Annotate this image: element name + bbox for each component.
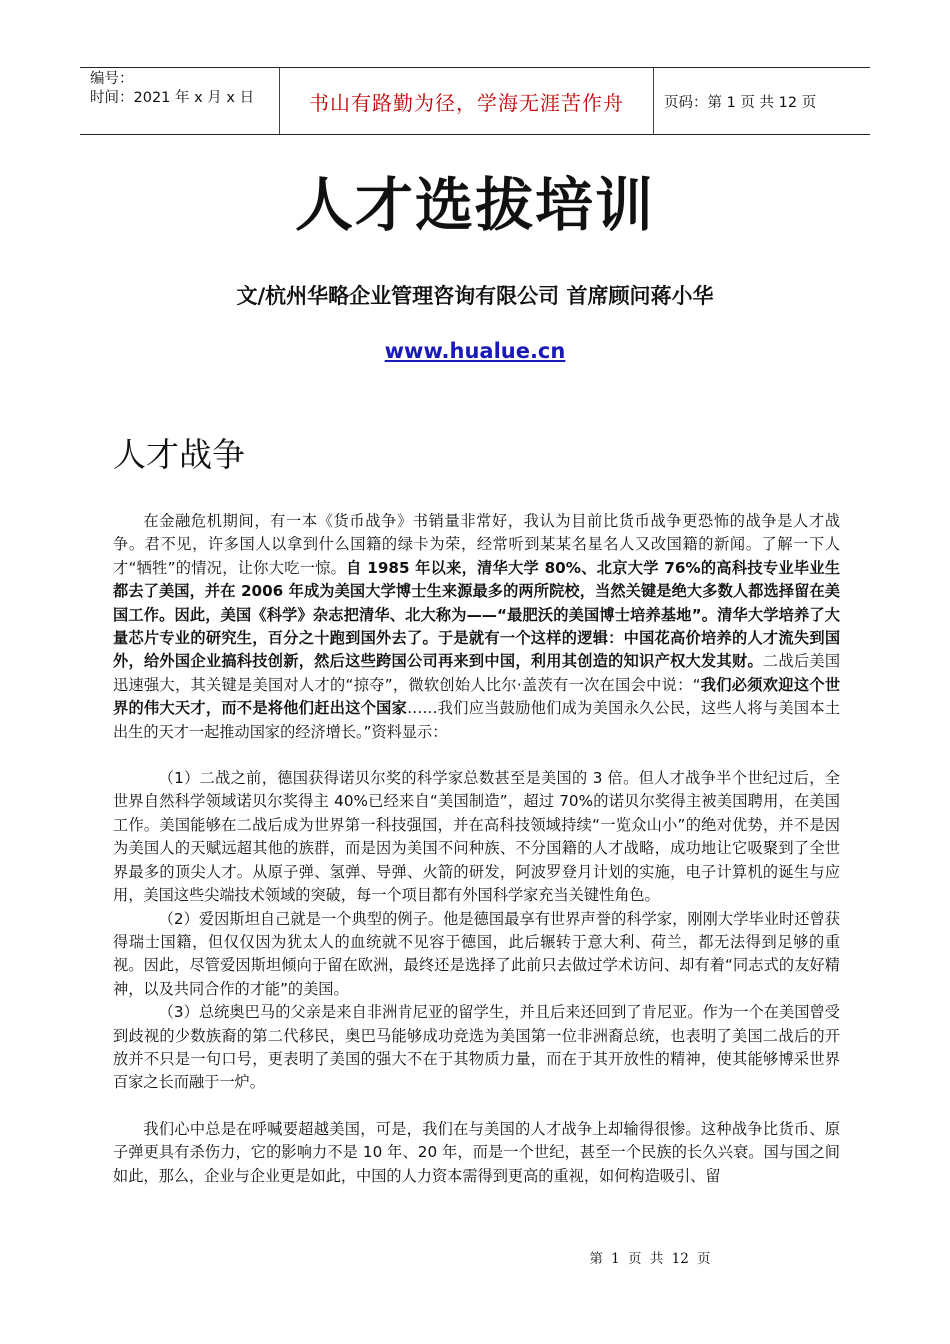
paragraph-1-text-c: ……我们应当鼓励他们成为美国永久公民，这些人将与美国本土出生的天才一起推动国家的经济增长。”资料显示： — [113, 699, 841, 741]
website-link[interactable]: www.hualue.cn — [384, 339, 566, 363]
paragraph-1-text-a: 在金融危机期间，有一本《货币战争》书销量非常好，我认为目前比货币战争更恐怖的战争是人才战争。君不见，许多国人以拿到什么国籍的绿卡为荣，经常听到某某名星名人又改国籍的新闻。了解一下人才“牺牲”的情况，让你大吃一惊。 — [113, 512, 840, 577]
paragraph-1-bold-a: 自 1985 年以来，清华大学 80%、北京大学 76%的高科技专业毕业生都去了美国，并在 2006 年成为美国大学博士生来源最多的两所院校，当然关键是绝大多数人都选择留在美国工作。因此，美国《科学》杂志把清华、北大称为——“最肥沃的美国博士培养基地”。清华大学培养了大量芯片专业的研究生，百分之十跑到国外去了。于是就有一个这样的逻辑：中国花高价培养的人才流失到国外，给外国企业搞科技创新，然后这些跨国公司再来到中国，利用其创造的知识产权大发其财。 — [113, 558, 841, 671]
paragraph-gap — [113, 1095, 840, 1118]
paragraph-1-bold-b: 我们必须欢迎这个世界的伟大天才，而不是将他们赶出这个国家 — [113, 675, 841, 718]
page-footer: 第 1 页 共 12 页 — [589, 1251, 711, 1267]
body-text — [113, 510, 840, 1188]
number-label: 编号： — [90, 71, 134, 87]
header-meta — [80, 68, 280, 134]
paragraph-4: （3）总统奥巴马的父亲是来自非洲肯尼亚的留学生，并且后来还回到了肯尼亚。作为一个在美国曾受到歧视的少数族裔的第二代移民，奥巴马能够成功竞选为美国第一位非洲裔总统，也表明了美国二战后的开放并不只是一句口号，更表明了美国的强大不在于其物质力量，而在于其开放性的精神，使其能够博采世界百家之长而融于一炉。 — [113, 1003, 840, 1092]
paragraph-1 — [113, 510, 840, 744]
time-label: 时间：2021 年 x 月 x 日 — [90, 90, 255, 106]
document-title: 人才选拔培训 — [294, 171, 655, 239]
paragraph-2: （1）二战之前，德国获得诺贝尔奖的科学家总数甚至是美国的 3 倍。但人才战争半个世纪过后，全世界自然科学领域诺贝尔奖得主 40%已经来自“美国制造”，超过 70%的诺贝尔奖得主被美国聘用，在美国工作。美国能够在二战后成为世界第一科技强国，并在高科技领域持续“一览众山小”的绝对优势，并不是因为美国人的天赋远超其他的族群，而是因为美国不问种族、不分国籍的人才战略，成功地让它吸聚到了全世界最多的顶尖人才。从原子弹、氢弹、导弹、火箭的研发，阿波罗登月计划的实施，电子计算机的诞生与应用，美国这些尖端技术领域的突破，每一个项目都有外国科学家充当关键性角色。 — [113, 769, 840, 905]
website-link-wrapper — [0, 336, 950, 366]
paragraph-3: （2）爱因斯坦自己就是一个典型的例子。他是德国最享有世界声誉的科学家，刚刚大学毕业时还曾获得瑞士国籍，但仅仅因为犹太人的血统就不见容于德国，此后辗转于意大利、荷兰，都无法得到足够的重视。因此，尽管爱因斯坦倾向于留在欧洲，最终还是选择了此前只去做过学术访问、却有着“同志式的友好精神，以及共同合作的才能”的美国。 — [113, 909, 840, 998]
paragraph-gap — [113, 744, 840, 767]
author-line: 文/杭州华略企业管理咨询有限公司 首席顾问蒋小华 — [236, 284, 714, 308]
paragraph-1-text-b: 二战后美国迅速强大，其关键是美国对人才的“掠夺”，微软创始人比尔·盖茨有一次在国会中说：“ — [113, 652, 841, 694]
header-page-info: 页码：第 1 页 共 12 页 — [664, 94, 817, 111]
section-heading: 人才战争 — [113, 435, 245, 474]
header-table — [80, 67, 870, 135]
paragraph-5: 我们心中总是在呼喊要超越美国，可是，我们在与美国的人才战争上却输得很惨。这种战争比货币、原子弹更具有杀伤力，它的影响力不是 10 年、20 年，而是一个世纪，甚至一个民族的长久兴衰。国与国之间如此，那么，企业与企业更是如此，中国的人力资本需得到更高的重视，如何构造吸引、留 — [113, 1119, 840, 1185]
header-motto: 书山有路勤为径，学海无涯苦作舟 — [280, 68, 654, 134]
